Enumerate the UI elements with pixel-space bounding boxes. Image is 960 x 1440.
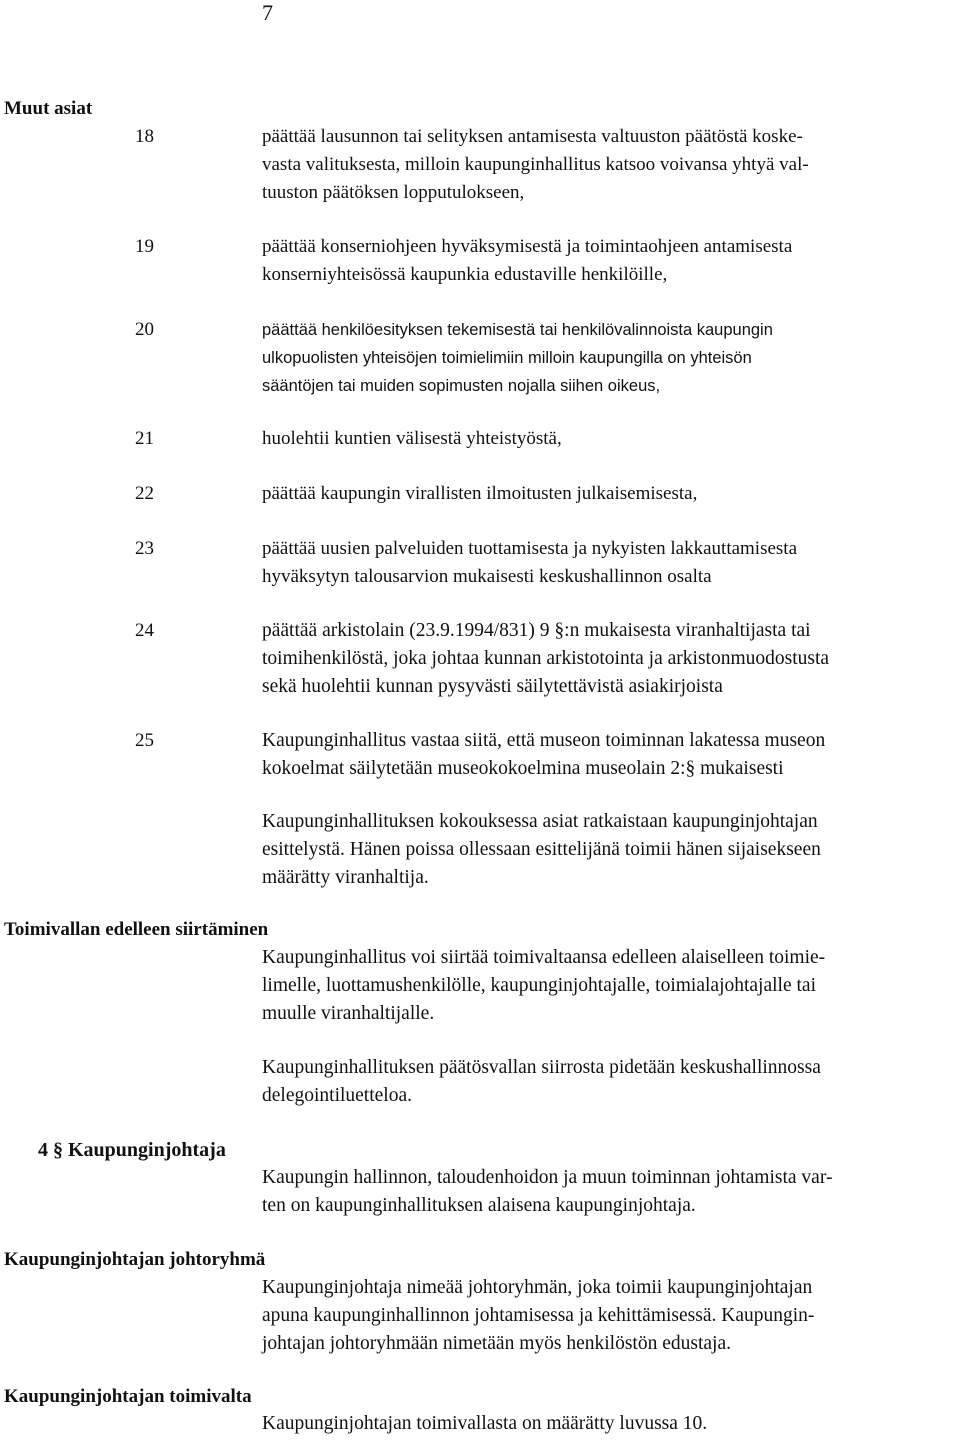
list-item bbox=[262, 425, 954, 453]
item-number: 25 bbox=[135, 730, 154, 751]
list-item bbox=[262, 123, 954, 207]
text-line: Kaupunginhallitus voi siirtää toimivaltaansa edelleen alaiselleen toimie- bbox=[262, 947, 826, 968]
paragraph-siirto bbox=[262, 944, 954, 1028]
paragraph-esittely bbox=[262, 808, 954, 892]
paragraph-toimivalta bbox=[262, 1410, 954, 1438]
text-line: sekä huolehtii kunnan pysyvästi säilytettävistä asiakirjoista bbox=[262, 676, 723, 697]
text-line: päättää kaupungin virallisten ilmoitusten julkaisemisesta, bbox=[262, 483, 698, 504]
text-line: päättää henkilöesityksen tekemisestä tai henkilövalinnoista kaupungin bbox=[262, 321, 773, 339]
heading-toimivalta: Kaupunginjohtajan toimivalta bbox=[4, 1386, 252, 1407]
paragraph-kaupunginjohtaja bbox=[262, 1164, 954, 1220]
heading-kaupunginjohtaja: 4 § Kaupunginjohtaja bbox=[38, 1139, 226, 1161]
item-number: 23 bbox=[135, 538, 154, 559]
text-line: apuna kaupunginhallinnon johtamisessa ja kehittämisessä. Kaupungin- bbox=[262, 1305, 815, 1326]
text-line: ten on kaupunginhallituksen alaisena kaupunginjohtaja. bbox=[262, 1195, 696, 1216]
heading-johtoryhma: Kaupunginjohtajan johtoryhmä bbox=[4, 1249, 266, 1270]
text-line: huolehtii kuntien välisestä yhteistyöstä, bbox=[262, 428, 562, 449]
item-number: 22 bbox=[135, 483, 154, 504]
text-line: toimihenkilöstä, joka johtaa kunnan arkistotointa ja arkistonmuodostusta bbox=[262, 648, 830, 669]
text-line: päättää konserniohjeen hyväksymisestä ja toimintaohjeen antamisesta bbox=[262, 236, 793, 257]
list-item bbox=[262, 617, 954, 701]
text-line: kokoelmat säilytetään museokokoelmina museolain 2:§ mukaisesti bbox=[262, 758, 784, 779]
list-item bbox=[262, 727, 954, 783]
text-line: esittelystä. Hänen poissa ollessaan esittelijänä toimii hänen sijaisekseen bbox=[262, 839, 821, 860]
text-line: muulle viranhaltijalle. bbox=[262, 1003, 435, 1024]
text-line: johtajan johtoryhmään nimetään myös henkilöstön edustaja. bbox=[262, 1333, 731, 1354]
list-item bbox=[262, 316, 954, 400]
text-line: Kaupunginjohtaja nimeää johtoryhmän, joka toimii kaupunginjohtajan bbox=[262, 1277, 813, 1298]
paragraph-delegointi bbox=[262, 1054, 954, 1110]
text-line: vasta valituksesta, milloin kaupunginhallitus katsoo voivansa yhtyä val- bbox=[262, 154, 809, 175]
item-number: 24 bbox=[135, 620, 154, 641]
text-line: limelle, luottamushenkilölle, kaupunginjohtajalle, toimialajohtajalle tai bbox=[262, 975, 816, 996]
text-line: päättää arkistolain (23.9.1994/831) 9 §:n mukaisesta viranhaltijasta tai bbox=[262, 620, 811, 641]
text-line: Kaupunginhallitus vastaa siitä, että museon toiminnan lakatessa museon bbox=[262, 730, 826, 751]
text-line: konserniyhteisössä kaupunkia edustaville henkilöille, bbox=[262, 264, 668, 285]
text-line: määrätty viranhaltija. bbox=[262, 867, 429, 888]
text-line: Kaupunginjohtajan toimivallasta on määrätty luvussa 10. bbox=[262, 1413, 708, 1434]
text-line: tuuston päätöksen lopputulokseen, bbox=[262, 182, 525, 203]
list-item bbox=[262, 480, 954, 508]
text-line: delegointiluetteloa. bbox=[262, 1085, 412, 1106]
text-line: päättää uusien palveluiden tuottamisesta ja nykyisten lakkauttamisesta bbox=[262, 538, 798, 559]
text-line: Kaupunginhallituksen kokouksessa asiat ratkaistaan kaupunginjohtajan bbox=[262, 811, 818, 832]
paragraph-johtoryhma bbox=[262, 1274, 954, 1358]
item-number: 20 bbox=[135, 319, 154, 340]
page-number: 7 bbox=[262, 0, 273, 25]
text-line: ulkopuolisten yhteisöjen toimielimiin milloin kaupungilla on yhteisön bbox=[262, 349, 752, 367]
text-line: Kaupungin hallinnon, taloudenhoidon ja muun toiminnan johtamista var- bbox=[262, 1167, 833, 1188]
item-number: 21 bbox=[135, 428, 154, 449]
list-item bbox=[262, 535, 954, 591]
text-line: hyväksytyn talousarvion mukaisesti keskushallinnon osalta bbox=[262, 566, 712, 587]
text-line: Kaupunginhallituksen päätösvallan siirrosta pidetään keskushallinnossa bbox=[262, 1057, 821, 1078]
heading-toimivallan-siirtaminen: Toimivallan edelleen siirtäminen bbox=[4, 919, 269, 940]
item-number: 19 bbox=[135, 236, 154, 257]
text-line: päättää lausunnon tai selityksen antamisesta valtuuston päätöstä koske- bbox=[262, 126, 803, 147]
heading-muut-asiat: Muut asiat bbox=[4, 98, 93, 119]
list-item bbox=[262, 233, 954, 289]
text-line: sääntöjen tai muiden sopimusten nojalla siihen oikeus, bbox=[262, 377, 661, 395]
item-number: 18 bbox=[135, 126, 154, 147]
